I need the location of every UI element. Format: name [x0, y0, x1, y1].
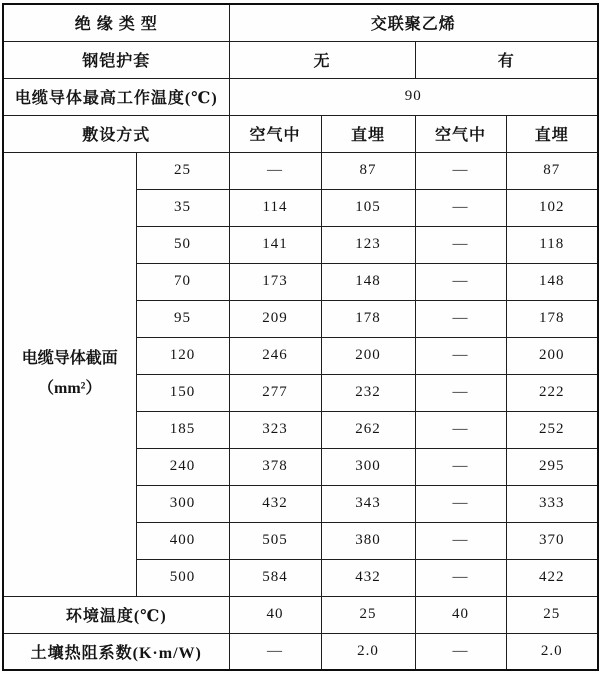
ampacity-cell: 422	[506, 559, 598, 596]
conductor-section-label-line1: 电缆导体截面	[21, 350, 118, 367]
conductor-size-cell: 400	[136, 522, 229, 559]
cable-ampacity-table	[2, 3, 599, 671]
ampacity-cell: 118	[506, 226, 598, 263]
ampacity-cell: 141	[229, 226, 321, 263]
ampacity-cell: 114	[229, 189, 321, 226]
ampacity-cell: —	[415, 448, 506, 485]
ambient-temp-value-cell: 25	[506, 596, 598, 633]
ambient-temp-value-cell: 25	[321, 596, 415, 633]
conductor-size-cell: 70	[136, 263, 229, 300]
ampacity-cell: 370	[506, 522, 598, 559]
laying-method-label-cell: 敷设方式	[3, 115, 229, 152]
laying-method-cell-buried-1: 直埋	[321, 115, 415, 152]
laying-method-cell-air-2: 空气中	[415, 115, 506, 152]
ambient-temp-value-cell: 40	[415, 596, 506, 633]
ampacity-cell: 432	[321, 559, 415, 596]
ampacity-cell: 87	[321, 152, 415, 189]
table-row-size-25	[3, 152, 598, 189]
table-row-laying	[3, 115, 598, 152]
ampacity-cell: 173	[229, 263, 321, 300]
ampacity-cell: —	[415, 189, 506, 226]
ampacity-cell: 246	[229, 337, 321, 374]
ampacity-cell: 148	[321, 263, 415, 300]
ampacity-cell: 300	[321, 448, 415, 485]
ambient-temp-value-cell: 40	[229, 596, 321, 633]
soil-thermal-resistivity-label-cell: 土壤热阻系数(K·m/W)	[3, 633, 229, 670]
ampacity-cell: 148	[506, 263, 598, 300]
ampacity-cell: —	[415, 374, 506, 411]
table-row-ambient-temp	[3, 596, 598, 633]
steel-armor-label-cell: 钢铠护套	[3, 41, 229, 78]
table-row-max-temp	[3, 78, 598, 115]
ampacity-cell: 323	[229, 411, 321, 448]
armor-yes-cell: 有	[415, 41, 598, 78]
conductor-size-cell: 150	[136, 374, 229, 411]
insulation-type-value-cell: 交联聚乙烯	[229, 4, 598, 41]
ampacity-cell: 200	[321, 337, 415, 374]
table-row-armor	[3, 41, 598, 78]
ampacity-cell: 232	[321, 374, 415, 411]
conductor-size-cell: 185	[136, 411, 229, 448]
ampacity-cell: 102	[506, 189, 598, 226]
soil-thermal-resistivity-value-cell: —	[415, 633, 506, 670]
table-row-soil-resistivity	[3, 633, 598, 670]
laying-method-cell-buried-2: 直埋	[506, 115, 598, 152]
ampacity-cell: 333	[506, 485, 598, 522]
ampacity-cell: 432	[229, 485, 321, 522]
conductor-size-cell: 120	[136, 337, 229, 374]
conductor-size-cell: 500	[136, 559, 229, 596]
max-working-temp-label-cell: 电缆导体最高工作温度(℃)	[3, 78, 229, 115]
ampacity-cell: 222	[506, 374, 598, 411]
ampacity-cell: —	[415, 300, 506, 337]
ampacity-cell: 277	[229, 374, 321, 411]
ampacity-cell: 343	[321, 485, 415, 522]
conductor-size-cell: 95	[136, 300, 229, 337]
ampacity-cell: 295	[506, 448, 598, 485]
ampacity-cell: —	[415, 559, 506, 596]
insulation-type-label-cell: 绝 缘 类 型	[3, 4, 229, 41]
ampacity-cell: 105	[321, 189, 415, 226]
ambient-temp-label-cell: 环境温度(℃)	[3, 596, 229, 633]
ampacity-cell: —	[415, 152, 506, 189]
conductor-size-cell: 300	[136, 485, 229, 522]
ampacity-cell: —	[415, 485, 506, 522]
ampacity-cell: —	[415, 337, 506, 374]
soil-thermal-resistivity-value-cell: —	[229, 633, 321, 670]
soil-thermal-resistivity-value-cell: 2.0	[321, 633, 415, 670]
ampacity-cell: 505	[229, 522, 321, 559]
conductor-section-label-line2: （mm²）	[38, 380, 102, 397]
conductor-size-cell: 35	[136, 189, 229, 226]
ampacity-cell: 584	[229, 559, 321, 596]
ampacity-cell: 378	[229, 448, 321, 485]
soil-thermal-resistivity-value-cell: 2.0	[506, 633, 598, 670]
ampacity-cell: 123	[321, 226, 415, 263]
ampacity-cell: 178	[321, 300, 415, 337]
table-row-insulation	[3, 4, 598, 41]
armor-no-cell: 无	[229, 41, 415, 78]
ampacity-cell: 178	[506, 300, 598, 337]
ampacity-cell: 200	[506, 337, 598, 374]
ampacity-cell: 262	[321, 411, 415, 448]
ampacity-cell: —	[415, 263, 506, 300]
ampacity-cell: 252	[506, 411, 598, 448]
ampacity-cell: 209	[229, 300, 321, 337]
ampacity-cell: 380	[321, 522, 415, 559]
conductor-size-cell: 50	[136, 226, 229, 263]
conductor-section-label-cell	[3, 152, 136, 596]
ampacity-cell: —	[415, 411, 506, 448]
laying-method-cell-air-1: 空气中	[229, 115, 321, 152]
max-working-temp-value-cell: 90	[229, 78, 598, 115]
ampacity-cell: 87	[506, 152, 598, 189]
ampacity-cell: —	[229, 152, 321, 189]
ampacity-cell: —	[415, 226, 506, 263]
conductor-size-cell: 25	[136, 152, 229, 189]
ampacity-cell: —	[415, 522, 506, 559]
conductor-size-cell: 240	[136, 448, 229, 485]
